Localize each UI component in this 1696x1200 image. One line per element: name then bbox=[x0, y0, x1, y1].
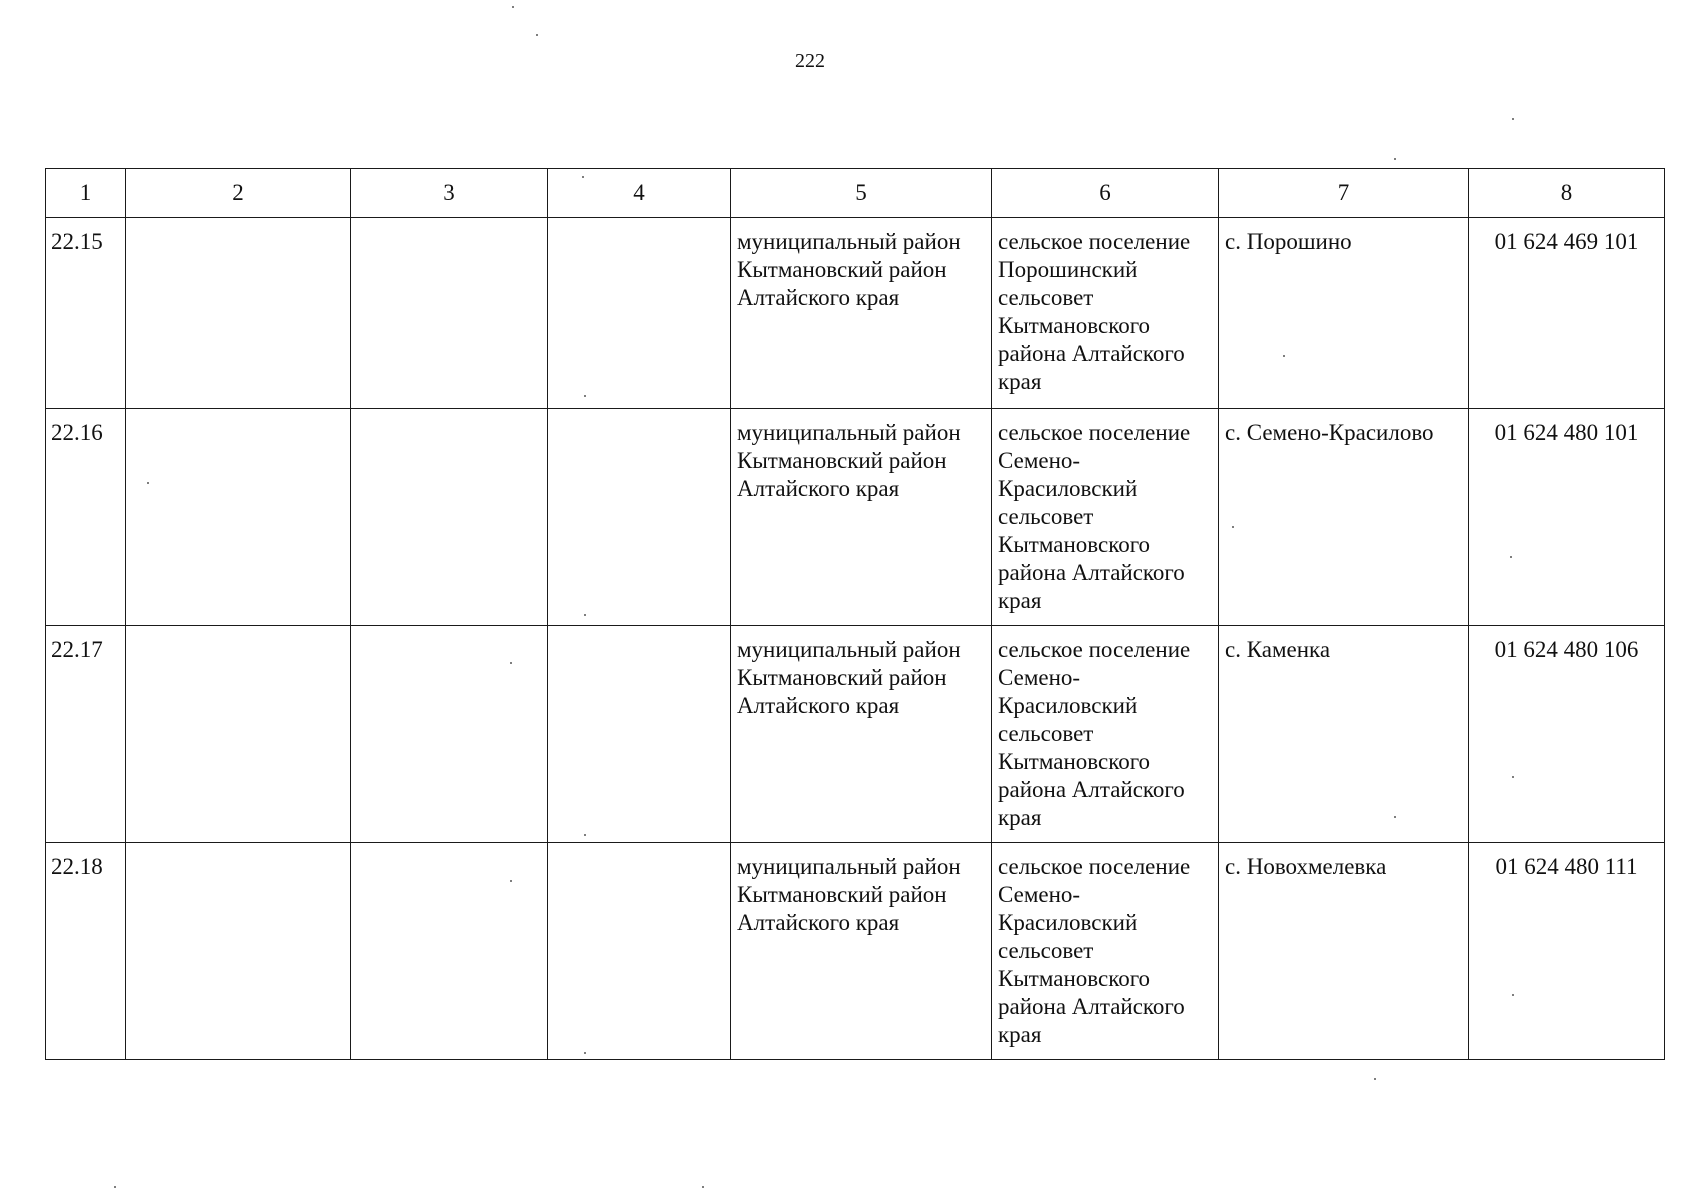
scan-speck bbox=[536, 34, 538, 36]
scan-speck bbox=[584, 395, 586, 397]
scan-speck bbox=[1394, 158, 1396, 160]
cell-locality: с. Новохмелевка bbox=[1219, 843, 1469, 1060]
page-number: 222 bbox=[795, 50, 825, 72]
scan-speck bbox=[1374, 1078, 1376, 1080]
table-row bbox=[46, 843, 1665, 1060]
cell-settlement: сельское поселение Семено-Красиловский сельсовет Кытмановского района Алтайского края bbox=[992, 626, 1219, 843]
row-number: 22.15 bbox=[46, 218, 126, 409]
cell-col2 bbox=[126, 409, 351, 626]
register-table bbox=[45, 168, 1665, 1060]
cell-district: муниципальный район Кытмановский район Алтайского края bbox=[731, 626, 992, 843]
cell-col4 bbox=[548, 843, 731, 1060]
cell-settlement: сельское поселение Порошинский сельсовет Кытмановского района Алтайского края bbox=[992, 218, 1219, 409]
cell-settlement: сельское поселение Семено-Красиловский сельсовет Кытмановского района Алтайского края bbox=[992, 843, 1219, 1060]
column-header-2: 2 bbox=[126, 169, 351, 218]
column-header-4: 4 bbox=[548, 169, 731, 218]
cell-code: 01 624 469 101 bbox=[1469, 218, 1665, 409]
cell-locality: с. Каменка bbox=[1219, 626, 1469, 843]
cell-code: 01 624 480 106 bbox=[1469, 626, 1665, 843]
table-header-row bbox=[46, 169, 1665, 218]
row-number: 22.17 bbox=[46, 626, 126, 843]
cell-col4 bbox=[548, 218, 731, 409]
scan-speck bbox=[510, 662, 512, 664]
row-number: 22.18 bbox=[46, 843, 126, 1060]
column-header-8: 8 bbox=[1469, 169, 1665, 218]
row-number: 22.16 bbox=[46, 409, 126, 626]
cell-col3 bbox=[351, 409, 548, 626]
scan-speck bbox=[512, 6, 514, 8]
cell-settlement: сельское поселение Семено-Красиловский сельсовет Кытмановского района Алтайского края bbox=[992, 409, 1219, 626]
scan-speck bbox=[582, 176, 584, 178]
cell-code: 01 624 480 101 bbox=[1469, 409, 1665, 626]
cell-locality: с. Семено-Красилово bbox=[1219, 409, 1469, 626]
scan-speck bbox=[584, 614, 586, 616]
scan-speck bbox=[584, 1052, 586, 1054]
cell-district: муниципальный район Кытмановский район Алтайского края bbox=[731, 218, 992, 409]
scan-speck bbox=[1512, 776, 1514, 778]
scan-speck bbox=[1512, 118, 1514, 120]
scan-speck bbox=[114, 1186, 116, 1188]
scan-speck bbox=[1232, 526, 1234, 528]
cell-col2 bbox=[126, 626, 351, 843]
cell-code: 01 624 480 111 bbox=[1469, 843, 1665, 1060]
cell-col2 bbox=[126, 218, 351, 409]
cell-col4 bbox=[548, 409, 731, 626]
column-header-1: 1 bbox=[46, 169, 126, 218]
table-row bbox=[46, 218, 1665, 409]
scan-speck bbox=[147, 482, 149, 484]
cell-district: муниципальный район Кытмановский район Алтайского края bbox=[731, 843, 992, 1060]
column-header-3: 3 bbox=[351, 169, 548, 218]
cell-col3 bbox=[351, 626, 548, 843]
scan-speck bbox=[584, 834, 586, 836]
column-header-5: 5 bbox=[731, 169, 992, 218]
cell-col3 bbox=[351, 843, 548, 1060]
scan-speck bbox=[510, 880, 512, 882]
column-header-7: 7 bbox=[1219, 169, 1469, 218]
cell-col2 bbox=[126, 843, 351, 1060]
scan-speck bbox=[1512, 994, 1514, 996]
cell-col4 bbox=[548, 626, 731, 843]
table-row bbox=[46, 626, 1665, 843]
column-header-6: 6 bbox=[992, 169, 1219, 218]
cell-district: муниципальный район Кытмановский район Алтайского края bbox=[731, 409, 992, 626]
scan-speck bbox=[1394, 816, 1396, 818]
table-row bbox=[46, 409, 1665, 626]
cell-locality: с. Порошино bbox=[1219, 218, 1469, 409]
scan-speck bbox=[1283, 355, 1285, 357]
scan-speck bbox=[1510, 556, 1512, 558]
scan-speck bbox=[702, 1186, 704, 1188]
cell-col3 bbox=[351, 218, 548, 409]
